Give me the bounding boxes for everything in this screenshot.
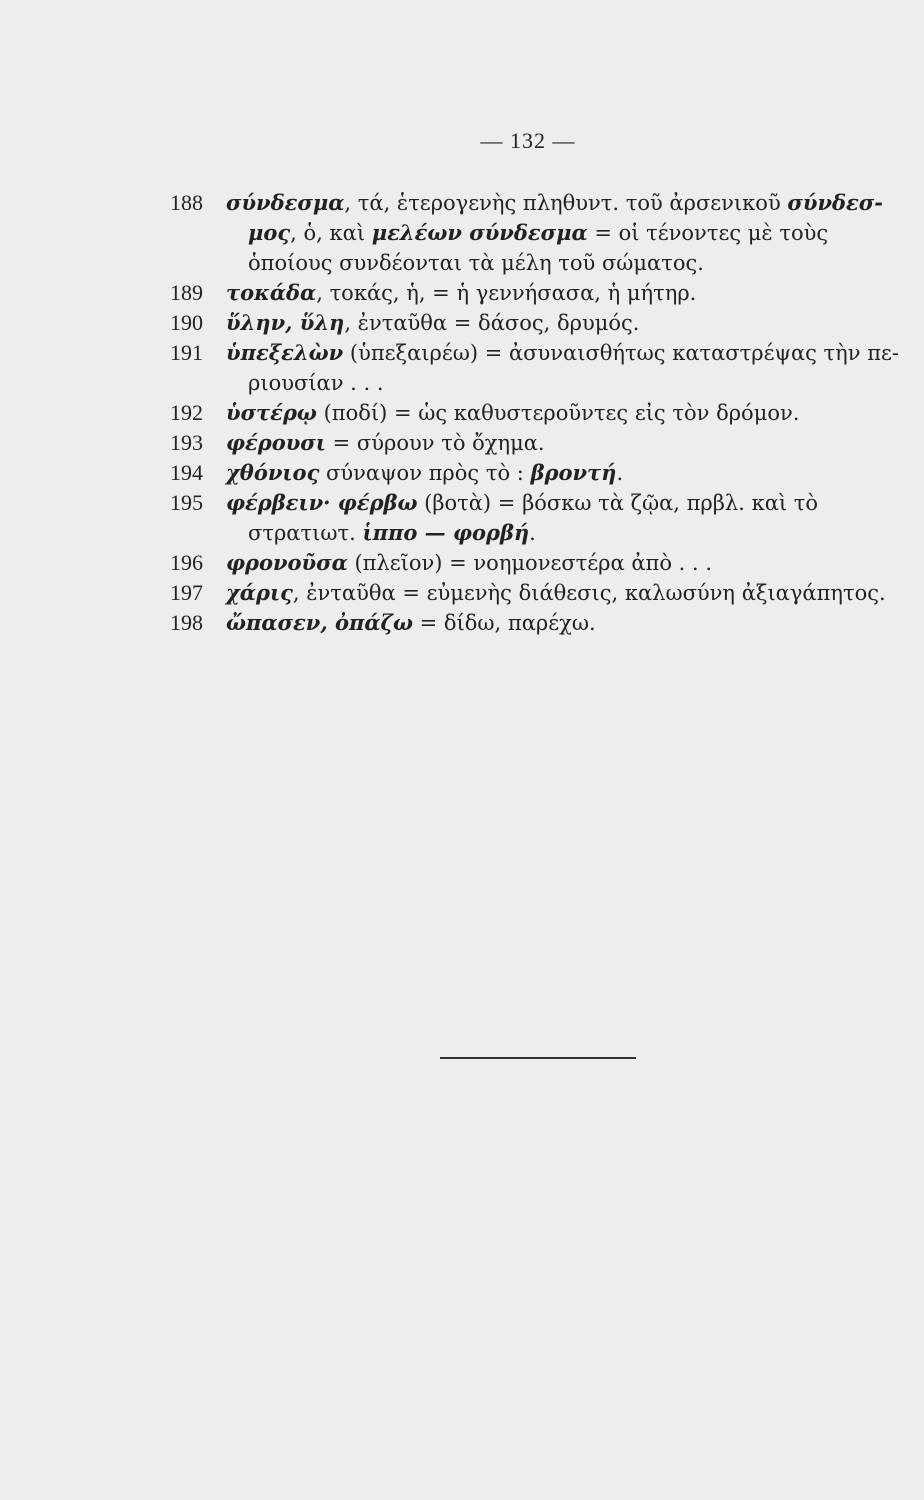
entry-lemma: σύνδεσμα — [226, 190, 345, 215]
entry-text: . — [616, 461, 624, 485]
entry-number: 194 — [170, 460, 203, 485]
entry-number: 196 — [170, 550, 203, 575]
entry-text: = οἱ τένοντες μὲ τοὺς — [587, 221, 829, 245]
entry-lemma: φέρουσι — [226, 430, 326, 455]
entry-191 — [170, 338, 900, 368]
entry-lemma: χθόνιος — [226, 460, 320, 485]
entry-191-continuation — [170, 368, 900, 398]
entry-lemma: ὑστέρῳ — [226, 400, 317, 425]
entry-text: = δίδω, παρέχω. — [412, 611, 596, 635]
entry-text: (βοτὰ) = βόσκω τὰ ζῷα, πρβλ. καὶ τὸ — [417, 491, 819, 515]
entry-text: σύναψον πρὸς τὸ : — [319, 461, 531, 485]
entry-text: ριουσίαν . . . — [248, 371, 384, 395]
entry-text: , ὁ, καὶ — [290, 221, 372, 245]
entry-195 — [170, 488, 900, 518]
entry-194 — [170, 458, 900, 488]
entry-text: , ἐνταῦθα = δάσος, δρυμός. — [344, 311, 640, 335]
entry-lemma: τοκάδα — [226, 280, 317, 305]
glossary-entries — [170, 188, 900, 638]
entry-197 — [170, 578, 900, 608]
entry-text: , τοκάς, ἡ, = ἡ γεννήσασα, ἡ μήτηρ. — [316, 281, 697, 305]
entry-number: 193 — [170, 430, 203, 455]
entry-lemma: μελέων σύνδεσμα — [371, 220, 588, 245]
entry-198 — [170, 608, 900, 638]
page-number: — 132 — — [480, 128, 576, 153]
entry-188-continuation — [170, 248, 900, 278]
entry-lemma: φέρβειν· φέρβω — [226, 490, 418, 515]
entry-number: 191 — [170, 340, 203, 365]
entry-number: 197 — [170, 580, 203, 605]
entry-text: . — [529, 521, 536, 545]
entry-text: = σύρουν τὸ ὄχημα. — [325, 431, 545, 455]
entry-193 — [170, 428, 900, 458]
section-end-rule — [440, 1057, 636, 1059]
entry-lemma: ὑπεξελὼν — [226, 340, 344, 365]
entry-196 — [170, 548, 900, 578]
entry-text: , ἐνταῦθα = εὐμενὴς διάθεσις, καλωσύνη ἀξιαγάπητος. — [292, 581, 886, 605]
entry-text: (ποδί) = ὡς καθυστεροῦντες εἰς τὸν δρόμον. — [316, 401, 800, 425]
entry-number: 192 — [170, 400, 203, 425]
entry-number: 195 — [170, 490, 203, 515]
entry-189 — [170, 278, 900, 308]
entry-text: στρατιωτ. — [248, 521, 363, 545]
entry-192 — [170, 398, 900, 428]
entry-text: ὁποίους συνδέονται τὰ μέλη τοῦ σώματος. — [248, 251, 704, 275]
entry-number: 189 — [170, 280, 203, 305]
entry-number: 188 — [170, 190, 203, 215]
entry-lemma: φρονοῦσα — [226, 550, 348, 575]
entry-number: 190 — [170, 310, 203, 335]
entry-lemma: ἱππο — φορβή — [362, 520, 530, 545]
entry-text: , τά, ἑτερογενὴς πληθυντ. τοῦ ἀρσενικοῦ — [344, 191, 788, 215]
entry-lemma: σύνδεσ- — [787, 190, 883, 215]
entry-text: (πλεῖον) = νοημονεστέρα ἀπὸ . . . — [347, 551, 713, 575]
entry-190 — [170, 308, 900, 338]
entry-lemma: μος — [248, 220, 291, 245]
entry-195-continuation — [170, 518, 900, 548]
entry-number: 198 — [170, 610, 203, 635]
entry-188 — [170, 188, 900, 218]
entry-188-continuation — [170, 218, 900, 248]
entry-lemma: ὤπασεν, ὀπάζω — [226, 610, 413, 635]
entry-lemma: ὕλην, ὕλη — [226, 310, 345, 335]
entry-lemma: χάρις — [226, 580, 293, 605]
entry-text: (ὑπεξαιρέω) = ἀσυναισθήτως καταστρέψας τὴν πε- — [343, 341, 899, 365]
entry-lemma: βροντή — [530, 460, 617, 485]
